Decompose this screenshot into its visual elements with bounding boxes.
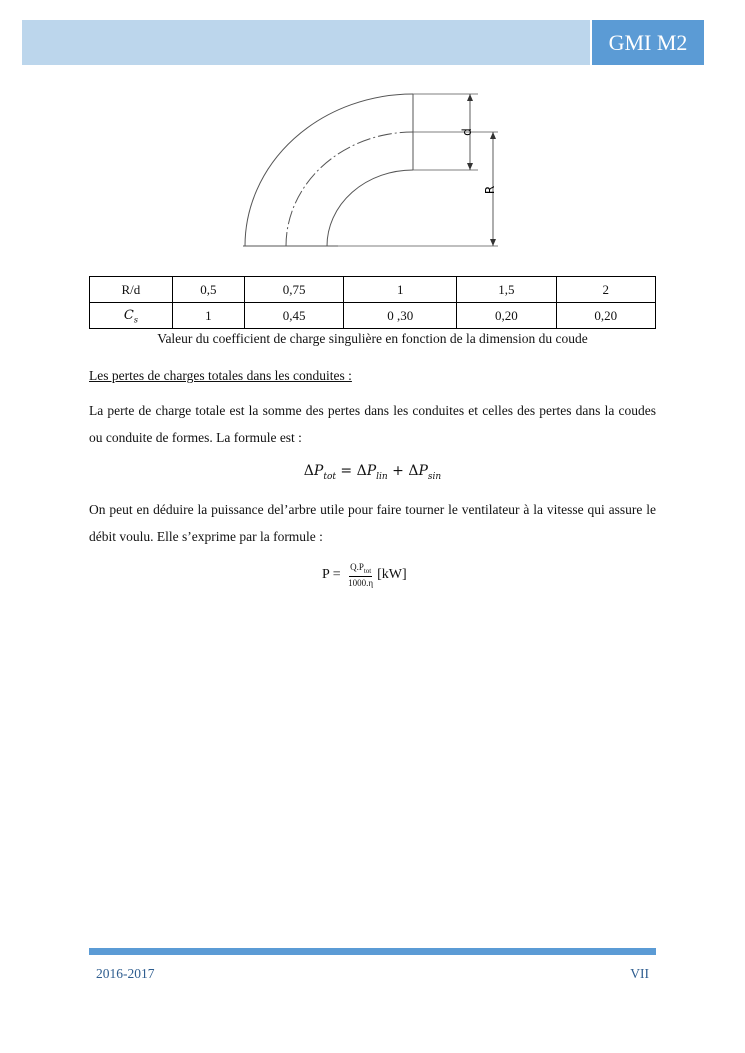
header-band — [22, 20, 590, 65]
arrow-R-bottom — [490, 239, 496, 246]
footer-bar — [89, 948, 656, 955]
footer-year: 2016-2017 — [96, 966, 155, 981]
table-cell: 0,20 — [457, 303, 556, 329]
label-R: R — [483, 185, 497, 195]
header-tag: GMI M2 — [592, 20, 704, 65]
paragraph-power: On peut en déduire la puissance del’arbre utile pour faire tourner le ventilateur à la vitesse qui assure le débit voulu. Elle s’exprime par la formule : — [89, 502, 656, 544]
label-d: d — [460, 128, 474, 136]
footer-page-number: VII — [630, 966, 649, 981]
arrow-R-top — [490, 132, 496, 139]
section-heading: Les pertes de charges totales dans les conduites : — [89, 368, 352, 383]
table-cell-cs: $C_s$ — [90, 303, 173, 329]
table-cell: 1 — [172, 303, 244, 329]
table-cell: 0,45 — [244, 303, 343, 329]
equation-power: P = $\frac{Q.P_{tot}}{1000.\eta}$ [kW] — [322, 562, 407, 588]
table-cell: 2 — [556, 277, 655, 303]
table-row — [90, 303, 656, 329]
power-fraction: $\frac{Q.P_{tot}}{1000.\eta}$ — [348, 562, 374, 588]
elbow-inner-wall — [327, 170, 413, 246]
paragraph-total-loss: La perte de charge totale est la somme des pertes dans les conduites et celles des pertes dans la coudes ou conduite de formes. La formule est : — [89, 403, 656, 445]
arrow-d-bottom — [467, 163, 473, 170]
table-cell: 1,5 — [457, 277, 556, 303]
table-cell: 0,20 — [556, 303, 655, 329]
elbow-outer-wall — [245, 94, 413, 246]
table-cell: 0,75 — [244, 277, 343, 303]
elbow-bend-diagram — [238, 88, 498, 250]
table-cell: 0 ,30 — [344, 303, 457, 329]
coefficient-table — [89, 276, 656, 329]
arrow-d-top — [467, 94, 473, 101]
table-cell: 1 — [344, 277, 457, 303]
equation-total-loss: $\Delta P_{tot} = \Delta P_{lin} + \Delta P_{sin}$ — [303, 463, 442, 482]
elbow-centerline — [286, 132, 413, 246]
table-cell: R/d — [90, 277, 173, 303]
table-caption: Valeur du coefficient de charge singulière en fonction de la dimension du coude — [157, 331, 588, 346]
table-row — [90, 277, 656, 303]
table-cell: 0,5 — [172, 277, 244, 303]
